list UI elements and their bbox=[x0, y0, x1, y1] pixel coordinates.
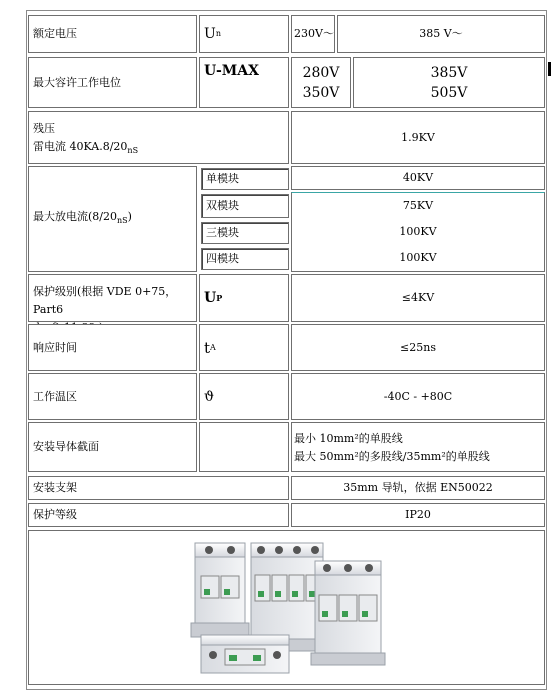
protection-level-symbol-main: U bbox=[204, 290, 217, 306]
rated-voltage-symbol-sub: n bbox=[215, 29, 221, 38]
discharge-label-end: ) bbox=[127, 209, 132, 223]
max-voltage-col-a-1: 280V bbox=[302, 65, 340, 81]
module-front-lying bbox=[201, 635, 289, 673]
module-left bbox=[191, 543, 249, 637]
max-voltage-text: 最大容许工作电位 bbox=[33, 75, 121, 89]
response-label bbox=[28, 324, 197, 371]
rated-voltage-value-b bbox=[337, 15, 545, 53]
max-voltage-col-b-1: 385V bbox=[430, 65, 468, 81]
residual-label-line1: 残压 bbox=[33, 122, 55, 135]
ip-label-text: 保护等级 bbox=[33, 508, 77, 521]
rated-voltage-symbol-main: U bbox=[204, 26, 216, 42]
conductor-value-line1: 最小 10mm²的单股线 bbox=[294, 432, 403, 445]
temperature-symbol bbox=[199, 373, 289, 420]
module-2-4-values bbox=[291, 192, 545, 272]
temperature-value-text: -40C - +80C bbox=[383, 389, 453, 403]
module-1-value bbox=[291, 166, 545, 190]
module-2-value-text: 75KV bbox=[402, 199, 434, 212]
ip-label bbox=[28, 503, 289, 527]
residual-label-line2-main: 雷电流 40KA.8/20 bbox=[33, 140, 128, 153]
max-voltage-col-b-2: 505V bbox=[430, 85, 468, 101]
module-1-name bbox=[201, 168, 289, 190]
residual-label bbox=[28, 111, 289, 164]
max-voltage-symbol-text: U-MAX bbox=[204, 63, 259, 79]
response-symbol-sub: A bbox=[210, 342, 216, 352]
conductor-value-line2: 最大 50mm²的多股线/35mm²的单股线 bbox=[294, 450, 490, 463]
rated-voltage-value-a-text: 230V～ bbox=[294, 27, 334, 40]
conductor-label-text: 安装导体截面 bbox=[33, 440, 99, 453]
module-2-name-text: 双模块 bbox=[206, 199, 239, 212]
max-voltage-col-a-2: 350V bbox=[302, 85, 340, 101]
mounting-label-text: 安装支架 bbox=[33, 481, 77, 494]
module-three-pole bbox=[311, 561, 385, 665]
rated-voltage-value-a bbox=[291, 15, 335, 53]
module-3-name-text: 三模块 bbox=[206, 226, 239, 239]
edge-mark bbox=[548, 62, 551, 76]
discharge-label-text bbox=[33, 210, 132, 228]
response-value-text: ≤25ns bbox=[400, 340, 436, 354]
module-1-value-text: 40KV bbox=[402, 171, 434, 184]
ip-value-text: IP20 bbox=[405, 508, 431, 521]
module-1-name-text: 单模块 bbox=[206, 172, 239, 185]
response-symbol bbox=[199, 324, 289, 371]
protection-level-symbol-sub: P bbox=[216, 293, 223, 303]
discharge-label bbox=[28, 166, 197, 272]
module-4-name bbox=[201, 248, 289, 270]
discharge-label-sub: nS bbox=[117, 216, 128, 226]
rated-voltage-value-b-text: 385 V～ bbox=[419, 27, 463, 40]
residual-label-line2 bbox=[33, 138, 288, 160]
temperature-label bbox=[28, 373, 197, 420]
response-value bbox=[291, 324, 545, 371]
max-voltage-symbol bbox=[199, 57, 289, 108]
surge-protector-image bbox=[29, 531, 546, 686]
protection-level-value-text: ≤4KV bbox=[401, 291, 435, 304]
module-2-name bbox=[201, 194, 289, 218]
protection-level-symbol bbox=[199, 274, 289, 322]
protection-level-line1: 保护级别(根据 VDE 0+75，Part6 bbox=[33, 285, 177, 316]
response-label-text: 响应时间 bbox=[33, 340, 77, 354]
protection-level-label bbox=[28, 274, 197, 322]
conductor-symbol-empty bbox=[199, 422, 289, 472]
rated-voltage-symbol bbox=[199, 15, 289, 53]
rated-voltage-text: 额定电压 bbox=[33, 27, 77, 40]
temperature-label-text: 工作温区 bbox=[33, 389, 77, 403]
module-4-value-text: 100KV bbox=[399, 251, 437, 264]
protection-level-value bbox=[291, 274, 545, 322]
product-image-cell bbox=[28, 530, 545, 685]
max-voltage-col-a bbox=[291, 57, 351, 108]
response-symbol-main: t bbox=[204, 338, 211, 357]
ip-value bbox=[291, 503, 545, 527]
residual-value-text: 1.9KV bbox=[401, 130, 435, 144]
temperature-symbol-text: ϑ bbox=[204, 388, 215, 405]
conductor-value bbox=[291, 422, 545, 472]
residual-value bbox=[291, 111, 545, 164]
conductor-label bbox=[28, 422, 197, 472]
module-3-name bbox=[201, 222, 289, 244]
max-voltage-label bbox=[28, 57, 197, 108]
module-3-value-text: 100KV bbox=[399, 225, 437, 238]
mounting-value bbox=[291, 476, 545, 500]
max-voltage-col-b bbox=[353, 57, 545, 108]
mounting-label bbox=[28, 476, 289, 500]
temperature-value bbox=[291, 373, 545, 420]
module-4-name-text: 四模块 bbox=[206, 252, 239, 265]
rated-voltage-label bbox=[28, 15, 197, 53]
discharge-label-main: 最大放电流(8/20 bbox=[33, 209, 117, 223]
mounting-value-text: 35mm 导轨，依据 EN50022 bbox=[343, 481, 493, 494]
residual-label-line2-sub: nS bbox=[127, 146, 139, 156]
